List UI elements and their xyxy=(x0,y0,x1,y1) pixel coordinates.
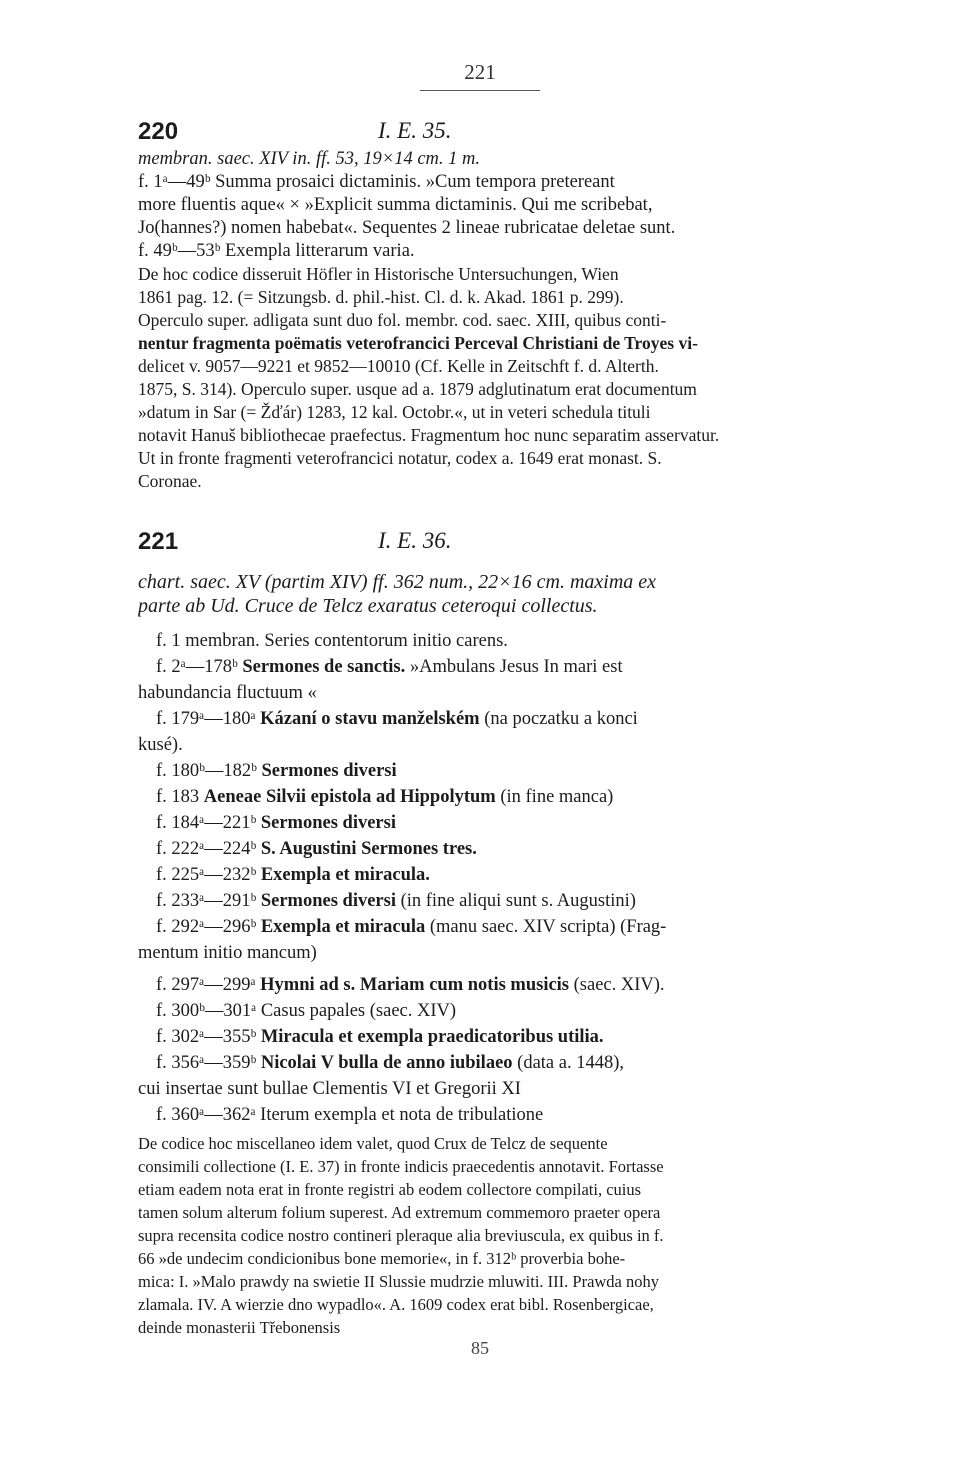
note-line: De codice hoc miscellaneo idem valet, quod Crux de Telcz de sequente xyxy=(138,1134,608,1153)
content-item-cont xyxy=(138,680,858,706)
entry-description: chart. saec. XV (partim XIV) ff. 362 num., 22×16 cm. maxima ex xyxy=(138,571,657,593)
item-title: Sermones de sanctis. xyxy=(242,657,406,677)
item-note: cui insertae sunt bullae Clementis VI et Gregorii XI xyxy=(138,1079,521,1099)
item-title: Exempla et miracula xyxy=(260,917,426,937)
folio-ref: f. 300ᵇ—301ᵃ xyxy=(156,1001,257,1021)
content-item xyxy=(138,836,858,862)
entry-line: f. 1ᵃ—49ᵇ Summa prosaici dictaminis. »Cum tempora pretereant xyxy=(138,172,615,192)
entry-number: 220 xyxy=(138,118,179,145)
content-item xyxy=(138,706,858,732)
item-title: Exempla et miracula. xyxy=(260,865,430,885)
folio-ref: f. 179ᵃ—180ᵃ xyxy=(156,709,256,729)
item-title: Sermones diversi xyxy=(261,761,397,781)
content-item-cont xyxy=(138,940,858,966)
item-note: »Ambulans Jesus In mari est xyxy=(409,657,623,677)
content-item xyxy=(138,1050,858,1076)
entry-line: Ut in fronte fragmenti veterofrancici notatur, codex a. 1649 erat monast. S. xyxy=(138,448,662,468)
note-line: zlamala. IV. A wierzie dno wypadlo«. A. 1609 codex erat bibl. Rosenbergicae, xyxy=(138,1295,654,1314)
entry-line: De hoc codice disseruit Höfler in Historische Untersuchungen, Wien xyxy=(138,264,619,284)
note-line: supra recensita codice nostro contineri pleraque alia breviuscula, ex quibus in f. xyxy=(138,1226,664,1245)
entry-line: notavit Hanuš bibliothecae praefectus. Fragmentum hoc nunc separatim asservatur. xyxy=(138,425,720,445)
folio-ref: f. 233ᵃ—291ᵇ xyxy=(156,891,257,911)
item-title: Hymni ad s. Mariam cum notis musicis xyxy=(260,975,570,995)
folio-ref: f. 302ᵃ—355ᵇ xyxy=(156,1027,257,1047)
folio-ref: f. 360ᵃ—362ᵃ xyxy=(156,1105,256,1125)
entry-description: parte ab Ud. Cruce de Telcz exaratus ceteroqui collectus. xyxy=(138,595,598,617)
entry-line: Operculo super. adligata sunt duo fol. membr. cod. saec. XIII, quibus conti- xyxy=(138,310,667,330)
item-title: S. Augustini Sermones tres. xyxy=(260,839,477,859)
entry-line: 1875, S. 314). Operculo super. usque ad a. 1879 adglutinatum erat documentum xyxy=(138,379,697,399)
content-item xyxy=(138,810,858,836)
item-title: Miracula et exempla praedicatoribus utilia. xyxy=(260,1027,604,1047)
running-head: 221 xyxy=(464,60,496,84)
folio-ref: f. 184ᵃ—221ᵇ xyxy=(156,813,257,833)
note-line: deinde monasterii Třebonensis xyxy=(138,1318,341,1337)
entry-line: f. 49ᵇ—53ᵇ Exempla litterarum varia. xyxy=(138,241,415,261)
item-note: Iterum exempla et nota de tribulatione xyxy=(260,1105,544,1125)
page-number: 85 xyxy=(471,1338,489,1358)
note-line: etiam eadem nota erat in fronte registri ab eodem collectore compilati, cuius xyxy=(138,1180,642,1199)
entry-221-header xyxy=(138,528,858,558)
content-item xyxy=(138,654,858,680)
item-note: (na poczatku a konci xyxy=(484,709,638,729)
item-note: (in fine manca) xyxy=(500,787,614,807)
entry-line: nentur fragmenta poëmatis veterofrancici Perceval Christiani de Troyes vi- xyxy=(138,333,698,353)
content-item-cont xyxy=(138,732,858,758)
folio-ref: f. 356ᵃ—359ᵇ xyxy=(156,1053,257,1073)
entry-220-body xyxy=(138,148,858,493)
item-note: mentum initio mancum) xyxy=(138,943,317,963)
entry-line: 1861 pag. 12. (= Sitzungsb. d. phil.-hist. Cl. d. k. Akad. 1861 p. 299). xyxy=(138,287,624,307)
folio-ref: f. 225ᵃ—232ᵇ xyxy=(156,865,257,885)
folio-ref: f. 297ᵃ—299ᵃ xyxy=(156,975,256,995)
content-item xyxy=(138,784,858,810)
item-note: Casus papales (saec. XIV) xyxy=(260,1001,457,1021)
entry-signature: I. E. 35. xyxy=(378,118,452,143)
content-item xyxy=(138,862,858,888)
note-line: consimili collectione (I. E. 37) in fronte indicis praecedentis annotavit. Fortasse xyxy=(138,1157,664,1176)
entry-number: 221 xyxy=(138,528,179,555)
item-title: Nicolai V bulla de anno iubilaeo xyxy=(260,1053,513,1073)
entry-line: delicet v. 9057—9221 et 9852—10010 (Cf. Kelle in Zeitschft f. d. Alterth. xyxy=(138,356,659,376)
item-note: Series contentorum initio carens. xyxy=(264,631,508,651)
item-note: (saec. XIV). xyxy=(573,975,665,995)
content-item xyxy=(138,758,858,784)
note-line: tamen solum alterum folium superest. Ad extremum commemoro praeter opera xyxy=(138,1203,661,1222)
entry-signature: I. E. 36. xyxy=(378,528,452,553)
closing-note xyxy=(138,1132,858,1339)
item-title: Sermones diversi xyxy=(260,891,396,911)
entry-220-header xyxy=(138,118,858,148)
item-title: Aeneae Silvii epistola ad Hippolytum xyxy=(203,787,496,807)
item-note: (manu saec. XIV scripta) (Frag- xyxy=(429,917,667,937)
entry-line: »datum in Sar (= Žďár) 1283, 12 kal. Octobr.«, ut in veteri schedula tituli xyxy=(138,402,651,422)
folio-ref: f. 292ᵃ—296ᵇ xyxy=(156,917,257,937)
entry-line: Jo(hannes?) nomen habebat«. Sequentes 2 lineae rubricatae deletae sunt. xyxy=(138,218,676,238)
folio-ref: f. 2ᵃ—178ᵇ xyxy=(156,657,238,677)
item-note: (data a. 1448), xyxy=(517,1053,625,1073)
entry-221-body xyxy=(138,570,858,1339)
folio-ref: f. 180ᵇ—182ᵇ xyxy=(156,761,257,781)
content-item-cont xyxy=(138,1076,858,1102)
item-note: (in fine aliqui sunt s. Augustini) xyxy=(400,891,636,911)
entry-line: Coronae. xyxy=(138,471,202,491)
content-item xyxy=(138,1024,858,1050)
folio-ref: f. 222ᵃ—224ᵇ xyxy=(156,839,257,859)
folio-ref: f. 1 membran. xyxy=(156,631,260,651)
note-line: mica: I. »Malo prawdy na swietie II Slussie mudrzie mluwiti. III. Prawda nohy xyxy=(138,1272,660,1291)
content-item xyxy=(138,914,858,940)
content-item xyxy=(138,888,858,914)
entry-line: more fluentis aque« × »Explicit summa dictaminis. Qui me scribebat, xyxy=(138,195,653,215)
content-item xyxy=(138,1102,858,1128)
head-rule xyxy=(420,90,540,91)
content-item xyxy=(138,628,858,654)
note-line: 66 »de undecim condicionibus bone memorie«, in f. 312ᵇ proverbia bohe- xyxy=(138,1249,626,1268)
item-note: habundancia fluctuum « xyxy=(138,683,317,703)
item-note: kusé). xyxy=(138,735,183,755)
entry-line: membran. saec. XIV in. ff. 53, 19×14 cm. 1 m. xyxy=(138,149,481,169)
item-title: Sermones diversi xyxy=(260,813,396,833)
item-title: Kázaní o stavu manželském xyxy=(260,709,480,729)
content-item xyxy=(138,972,858,998)
content-item xyxy=(138,998,858,1024)
folio-ref: f. 183 xyxy=(156,787,200,807)
